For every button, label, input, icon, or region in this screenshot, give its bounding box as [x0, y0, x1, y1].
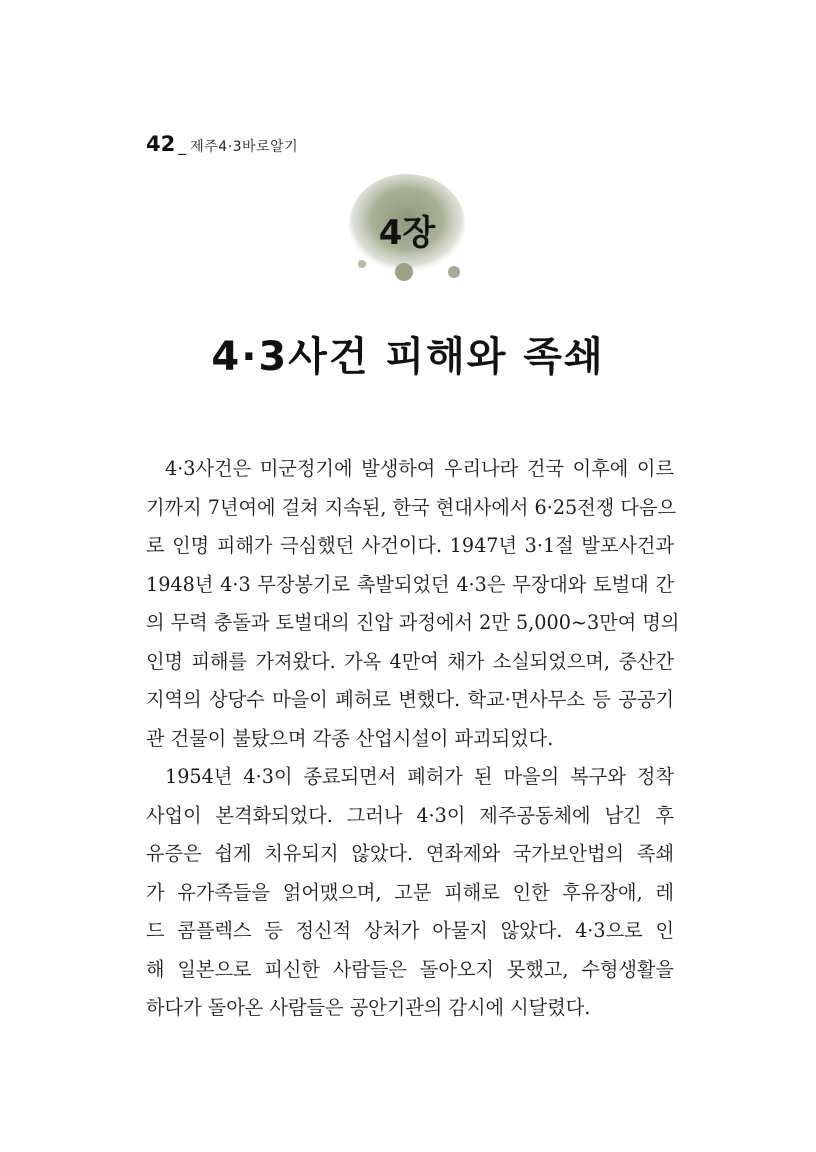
text-line: 기까지 7년여에 걸쳐 지속된, 한국 현대사에서 6·25전쟁 다음으	[146, 495, 677, 519]
text-line: 관 건물이 불탔으며 각종 산업시설이 파괴되었다.	[146, 726, 554, 750]
text-line: 의 무력 충돌과 토벌대의 진압 과정에서 2만 5,000~3만여 명의	[146, 611, 680, 634]
header-separator: _	[178, 136, 187, 155]
text-line: 로 인명 피해가 극심했던 사건이다. 1947년 3·1절 발포사건과	[146, 534, 674, 557]
chapter-title: 4·3사건 피해와 족쇄	[211, 334, 605, 380]
book-title: 제주4·3바로알기	[190, 139, 299, 155]
chapter-badge	[342, 168, 472, 298]
text-line: 4·3사건은 미군정기에 발생하여 우리나라 건국 이후에 이르	[165, 457, 674, 480]
body-text	[146, 450, 680, 1028]
text-line: 사업이 본격화되었다. 그러나 4·3이 제주공동체에 남긴 후	[146, 803, 674, 827]
text-line: 드 콤플렉스 등 정신적 상처가 아물지 않았다. 4·3으로 인	[146, 919, 674, 942]
text-line: 해 일본으로 피신한 사람들은 돌아오지 못했고, 수형생활을	[146, 957, 674, 981]
text-line: 인명 피해를 가져왔다. 가옥 4만여 채가 소실되었으며, 중산간	[146, 649, 674, 673]
text-line: 가 유가족들을 얽어맸으며, 고문 피해로 인한 후유장애, 레	[146, 880, 674, 904]
running-head	[146, 132, 298, 156]
text-line: 1948년 4·3 무장봉기로 촉발되었던 4·3은 무장대와 토벌대 간	[146, 572, 674, 596]
chapter-number: 4장	[378, 213, 436, 253]
text-line: 1954년 4·3이 종료되면서 폐허가 된 마을의 복구와 정착	[165, 765, 674, 788]
text-line: 지역의 상당수 마을이 폐허로 변했다. 학교·면사무소 등 공공기	[146, 688, 674, 711]
text-line: 하다가 돌아온 사람들은 공안기관의 감시에 시달렸다.	[146, 996, 591, 1019]
page-number: 42	[146, 132, 176, 156]
text-line: 유증은 쉽게 치유되지 않았다. 연좌제와 국가보안법의 족쇄	[146, 842, 674, 865]
